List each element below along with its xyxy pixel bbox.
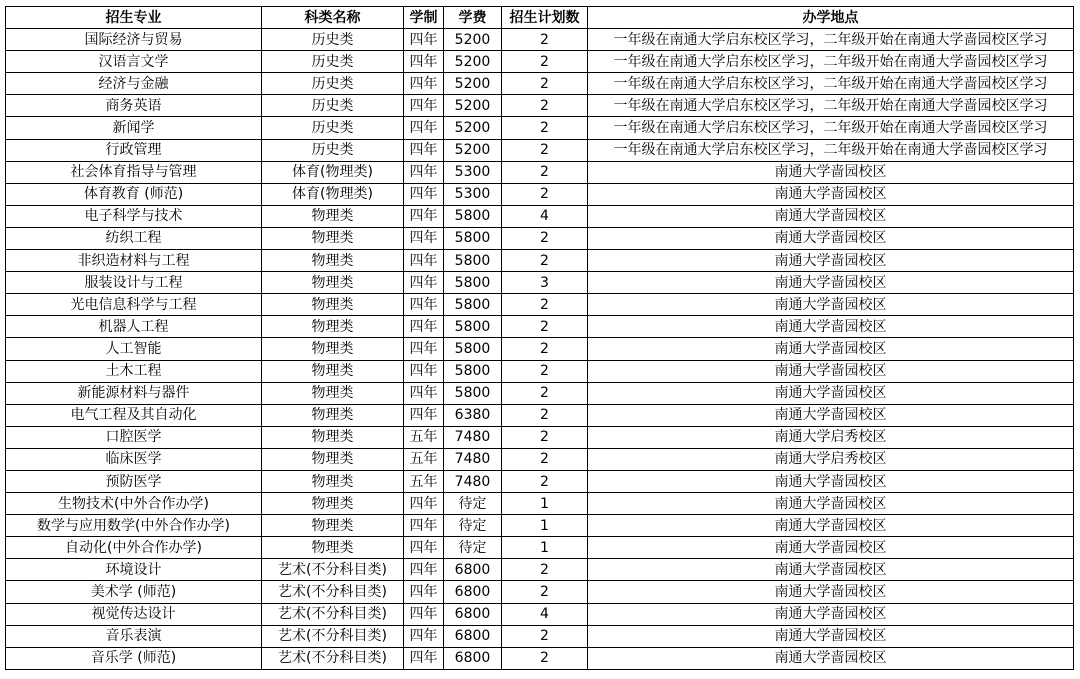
table-row — [6, 448, 1074, 470]
cell-major: 预防医学 — [6, 470, 262, 492]
cell-duration: 四年 — [404, 73, 444, 95]
cell-tuition: 5800 — [444, 382, 502, 404]
table-row — [6, 515, 1074, 537]
cell-campus: 南通大学啬园校区 — [588, 294, 1074, 316]
cell-duration: 四年 — [404, 625, 444, 647]
cell-plan-count: 2 — [502, 161, 588, 183]
table-row — [6, 470, 1074, 492]
cell-plan-count: 2 — [502, 581, 588, 603]
table-header-row — [6, 7, 1074, 29]
cell-subject-category: 物理类 — [262, 426, 404, 448]
cell-major: 商务英语 — [6, 95, 262, 117]
cell-campus: 南通大学启秀校区 — [588, 448, 1074, 470]
table-row — [6, 95, 1074, 117]
cell-major: 国际经济与贸易 — [6, 29, 262, 51]
table-row — [6, 294, 1074, 316]
cell-plan-count: 2 — [502, 382, 588, 404]
cell-major: 体育教育 (师范) — [6, 183, 262, 205]
table-row — [6, 316, 1074, 338]
cell-campus: 一年级在南通大学启东校区学习，二年级开始在南通大学啬园校区学习 — [588, 51, 1074, 73]
cell-major: 电气工程及其自动化 — [6, 404, 262, 426]
cell-campus: 南通大学啬园校区 — [588, 625, 1074, 647]
cell-campus: 南通大学啬园校区 — [588, 338, 1074, 360]
table-row — [6, 647, 1074, 669]
cell-subject-category: 历史类 — [262, 73, 404, 95]
cell-subject-category: 物理类 — [262, 470, 404, 492]
header-duration: 学制 — [404, 7, 444, 29]
header-plan-count: 招生计划数 — [502, 7, 588, 29]
cell-subject-category: 物理类 — [262, 515, 404, 537]
cell-major: 视觉传达设计 — [6, 603, 262, 625]
cell-duration: 四年 — [404, 117, 444, 139]
cell-campus: 一年级在南通大学启东校区学习，二年级开始在南通大学啬园校区学习 — [588, 73, 1074, 95]
cell-subject-category: 历史类 — [262, 95, 404, 117]
table-row — [6, 625, 1074, 647]
cell-tuition: 6800 — [444, 647, 502, 669]
cell-duration: 四年 — [404, 205, 444, 227]
cell-tuition: 5800 — [444, 250, 502, 272]
cell-plan-count: 2 — [502, 95, 588, 117]
cell-tuition: 5200 — [444, 139, 502, 161]
cell-duration: 四年 — [404, 272, 444, 294]
cell-plan-count: 2 — [502, 360, 588, 382]
cell-plan-count: 2 — [502, 139, 588, 161]
cell-subject-category: 物理类 — [262, 250, 404, 272]
cell-tuition: 6800 — [444, 625, 502, 647]
cell-major: 纺织工程 — [6, 227, 262, 249]
cell-major: 人工智能 — [6, 338, 262, 360]
cell-tuition: 6380 — [444, 404, 502, 426]
table-row — [6, 139, 1074, 161]
table-row — [6, 250, 1074, 272]
cell-tuition: 5300 — [444, 161, 502, 183]
cell-duration: 四年 — [404, 183, 444, 205]
cell-duration: 五年 — [404, 426, 444, 448]
header-campus: 办学地点 — [588, 7, 1074, 29]
cell-tuition: 5800 — [444, 316, 502, 338]
cell-duration: 四年 — [404, 139, 444, 161]
cell-major: 口腔医学 — [6, 426, 262, 448]
cell-plan-count: 2 — [502, 29, 588, 51]
cell-tuition: 6800 — [444, 559, 502, 581]
cell-subject-category: 物理类 — [262, 537, 404, 559]
table-row — [6, 51, 1074, 73]
cell-duration: 四年 — [404, 338, 444, 360]
cell-duration: 四年 — [404, 404, 444, 426]
cell-plan-count: 2 — [502, 227, 588, 249]
cell-plan-count: 2 — [502, 117, 588, 139]
cell-duration: 四年 — [404, 581, 444, 603]
cell-campus: 南通大学啬园校区 — [588, 316, 1074, 338]
cell-duration: 四年 — [404, 316, 444, 338]
cell-subject-category: 物理类 — [262, 404, 404, 426]
cell-duration: 五年 — [404, 448, 444, 470]
cell-tuition: 5200 — [444, 117, 502, 139]
cell-subject-category: 物理类 — [262, 360, 404, 382]
table-row — [6, 183, 1074, 205]
cell-subject-category: 物理类 — [262, 338, 404, 360]
cell-major: 行政管理 — [6, 139, 262, 161]
cell-tuition: 待定 — [444, 515, 502, 537]
cell-duration: 四年 — [404, 294, 444, 316]
cell-tuition: 5800 — [444, 360, 502, 382]
cell-major: 汉语言文学 — [6, 51, 262, 73]
header-tuition: 学费 — [444, 7, 502, 29]
cell-plan-count: 2 — [502, 51, 588, 73]
cell-tuition: 7480 — [444, 448, 502, 470]
cell-campus: 南通大学啬园校区 — [588, 537, 1074, 559]
cell-major: 临床医学 — [6, 448, 262, 470]
table-row — [6, 382, 1074, 404]
cell-subject-category: 艺术(不分科目类) — [262, 559, 404, 581]
cell-duration: 四年 — [404, 537, 444, 559]
cell-plan-count: 2 — [502, 73, 588, 95]
cell-campus: 南通大学啬园校区 — [588, 559, 1074, 581]
cell-subject-category: 物理类 — [262, 316, 404, 338]
cell-major: 经济与金融 — [6, 73, 262, 95]
cell-tuition: 6800 — [444, 603, 502, 625]
cell-duration: 四年 — [404, 382, 444, 404]
cell-campus: 南通大学啬园校区 — [588, 581, 1074, 603]
cell-subject-category: 物理类 — [262, 493, 404, 515]
cell-campus: 南通大学啬园校区 — [588, 603, 1074, 625]
table-row — [6, 29, 1074, 51]
cell-campus: 南通大学啬园校区 — [588, 470, 1074, 492]
cell-campus: 南通大学啬园校区 — [588, 227, 1074, 249]
cell-major: 美术学 (师范) — [6, 581, 262, 603]
table-row — [6, 493, 1074, 515]
cell-campus: 南通大学啬园校区 — [588, 404, 1074, 426]
cell-plan-count: 4 — [502, 603, 588, 625]
cell-subject-category: 物理类 — [262, 382, 404, 404]
table-row — [6, 338, 1074, 360]
cell-subject-category: 物理类 — [262, 294, 404, 316]
cell-tuition: 5200 — [444, 73, 502, 95]
cell-major: 电子科学与技术 — [6, 205, 262, 227]
cell-plan-count: 2 — [502, 625, 588, 647]
cell-tuition: 6800 — [444, 581, 502, 603]
cell-plan-count: 1 — [502, 493, 588, 515]
cell-campus: 南通大学启秀校区 — [588, 426, 1074, 448]
cell-major: 土木工程 — [6, 360, 262, 382]
cell-major: 音乐学 (师范) — [6, 647, 262, 669]
cell-subject-category: 物理类 — [262, 272, 404, 294]
cell-major: 环境设计 — [6, 559, 262, 581]
cell-plan-count: 3 — [502, 272, 588, 294]
cell-campus: 南通大学啬园校区 — [588, 205, 1074, 227]
cell-campus: 南通大学啬园校区 — [588, 183, 1074, 205]
table-row — [6, 559, 1074, 581]
cell-campus: 一年级在南通大学启东校区学习，二年级开始在南通大学啬园校区学习 — [588, 95, 1074, 117]
cell-duration: 四年 — [404, 647, 444, 669]
cell-duration: 四年 — [404, 29, 444, 51]
table-row — [6, 205, 1074, 227]
cell-duration: 四年 — [404, 603, 444, 625]
cell-campus: 一年级在南通大学启东校区学习，二年级开始在南通大学啬园校区学习 — [588, 139, 1074, 161]
cell-major: 音乐表演 — [6, 625, 262, 647]
cell-major: 自动化(中外合作办学) — [6, 537, 262, 559]
cell-plan-count: 2 — [502, 294, 588, 316]
cell-subject-category: 体育(物理类) — [262, 183, 404, 205]
table-row — [6, 227, 1074, 249]
cell-duration: 四年 — [404, 95, 444, 117]
cell-plan-count: 2 — [502, 183, 588, 205]
cell-campus: 南通大学啬园校区 — [588, 161, 1074, 183]
cell-tuition: 5200 — [444, 51, 502, 73]
cell-major: 新闻学 — [6, 117, 262, 139]
cell-subject-category: 历史类 — [262, 139, 404, 161]
cell-major: 生物技术(中外合作办学) — [6, 493, 262, 515]
header-major: 招生专业 — [6, 7, 262, 29]
cell-duration: 五年 — [404, 470, 444, 492]
cell-campus: 一年级在南通大学启东校区学习，二年级开始在南通大学啬园校区学习 — [588, 117, 1074, 139]
cell-campus: 南通大学啬园校区 — [588, 382, 1074, 404]
cell-plan-count: 2 — [502, 338, 588, 360]
cell-campus: 一年级在南通大学启东校区学习，二年级开始在南通大学啬园校区学习 — [588, 29, 1074, 51]
cell-plan-count: 2 — [502, 316, 588, 338]
cell-tuition: 5800 — [444, 294, 502, 316]
cell-plan-count: 2 — [502, 426, 588, 448]
cell-subject-category: 物理类 — [262, 227, 404, 249]
cell-subject-category: 物理类 — [262, 448, 404, 470]
cell-subject-category: 艺术(不分科目类) — [262, 603, 404, 625]
cell-subject-category: 艺术(不分科目类) — [262, 581, 404, 603]
cell-duration: 四年 — [404, 493, 444, 515]
cell-major: 机器人工程 — [6, 316, 262, 338]
cell-duration: 四年 — [404, 227, 444, 249]
cell-plan-count: 2 — [502, 448, 588, 470]
cell-major: 光电信息科学与工程 — [6, 294, 262, 316]
cell-major: 新能源材料与器件 — [6, 382, 262, 404]
cell-tuition: 待定 — [444, 537, 502, 559]
cell-tuition: 5200 — [444, 95, 502, 117]
cell-duration: 四年 — [404, 515, 444, 537]
cell-tuition: 7480 — [444, 426, 502, 448]
cell-plan-count: 4 — [502, 205, 588, 227]
cell-plan-count: 2 — [502, 647, 588, 669]
table-row — [6, 603, 1074, 625]
table-row — [6, 581, 1074, 603]
cell-plan-count: 2 — [502, 470, 588, 492]
cell-subject-category: 历史类 — [262, 117, 404, 139]
table-row — [6, 360, 1074, 382]
cell-plan-count: 1 — [502, 537, 588, 559]
enrollment-plan-table — [5, 6, 1074, 670]
cell-duration: 四年 — [404, 161, 444, 183]
cell-duration: 四年 — [404, 559, 444, 581]
table-row — [6, 272, 1074, 294]
cell-subject-category: 艺术(不分科目类) — [262, 625, 404, 647]
table-row — [6, 537, 1074, 559]
cell-tuition: 5800 — [444, 205, 502, 227]
cell-subject-category: 体育(物理类) — [262, 161, 404, 183]
cell-tuition: 5200 — [444, 29, 502, 51]
cell-campus: 南通大学啬园校区 — [588, 250, 1074, 272]
cell-major: 社会体育指导与管理 — [6, 161, 262, 183]
cell-tuition: 7480 — [444, 470, 502, 492]
cell-plan-count: 2 — [502, 559, 588, 581]
cell-major: 非织造材料与工程 — [6, 250, 262, 272]
cell-tuition: 待定 — [444, 493, 502, 515]
cell-campus: 南通大学啬园校区 — [588, 647, 1074, 669]
cell-plan-count: 2 — [502, 250, 588, 272]
table-row — [6, 404, 1074, 426]
cell-tuition: 5800 — [444, 272, 502, 294]
cell-campus: 南通大学啬园校区 — [588, 272, 1074, 294]
cell-subject-category: 历史类 — [262, 51, 404, 73]
cell-campus: 南通大学啬园校区 — [588, 515, 1074, 537]
cell-major: 服装设计与工程 — [6, 272, 262, 294]
cell-campus: 南通大学啬园校区 — [588, 360, 1074, 382]
cell-subject-category: 历史类 — [262, 29, 404, 51]
table-row — [6, 117, 1074, 139]
cell-duration: 四年 — [404, 250, 444, 272]
cell-subject-category: 物理类 — [262, 205, 404, 227]
table-body — [6, 29, 1074, 670]
cell-tuition: 5800 — [444, 227, 502, 249]
cell-plan-count: 2 — [502, 404, 588, 426]
header-subject-category: 科类名称 — [262, 7, 404, 29]
cell-tuition: 5300 — [444, 183, 502, 205]
table-row — [6, 161, 1074, 183]
cell-major: 数学与应用数学(中外合作办学) — [6, 515, 262, 537]
cell-duration: 四年 — [404, 51, 444, 73]
table-row — [6, 73, 1074, 95]
cell-campus: 南通大学啬园校区 — [588, 493, 1074, 515]
table-row — [6, 426, 1074, 448]
cell-plan-count: 1 — [502, 515, 588, 537]
cell-duration: 四年 — [404, 360, 444, 382]
cell-tuition: 5800 — [444, 338, 502, 360]
cell-subject-category: 艺术(不分科目类) — [262, 647, 404, 669]
